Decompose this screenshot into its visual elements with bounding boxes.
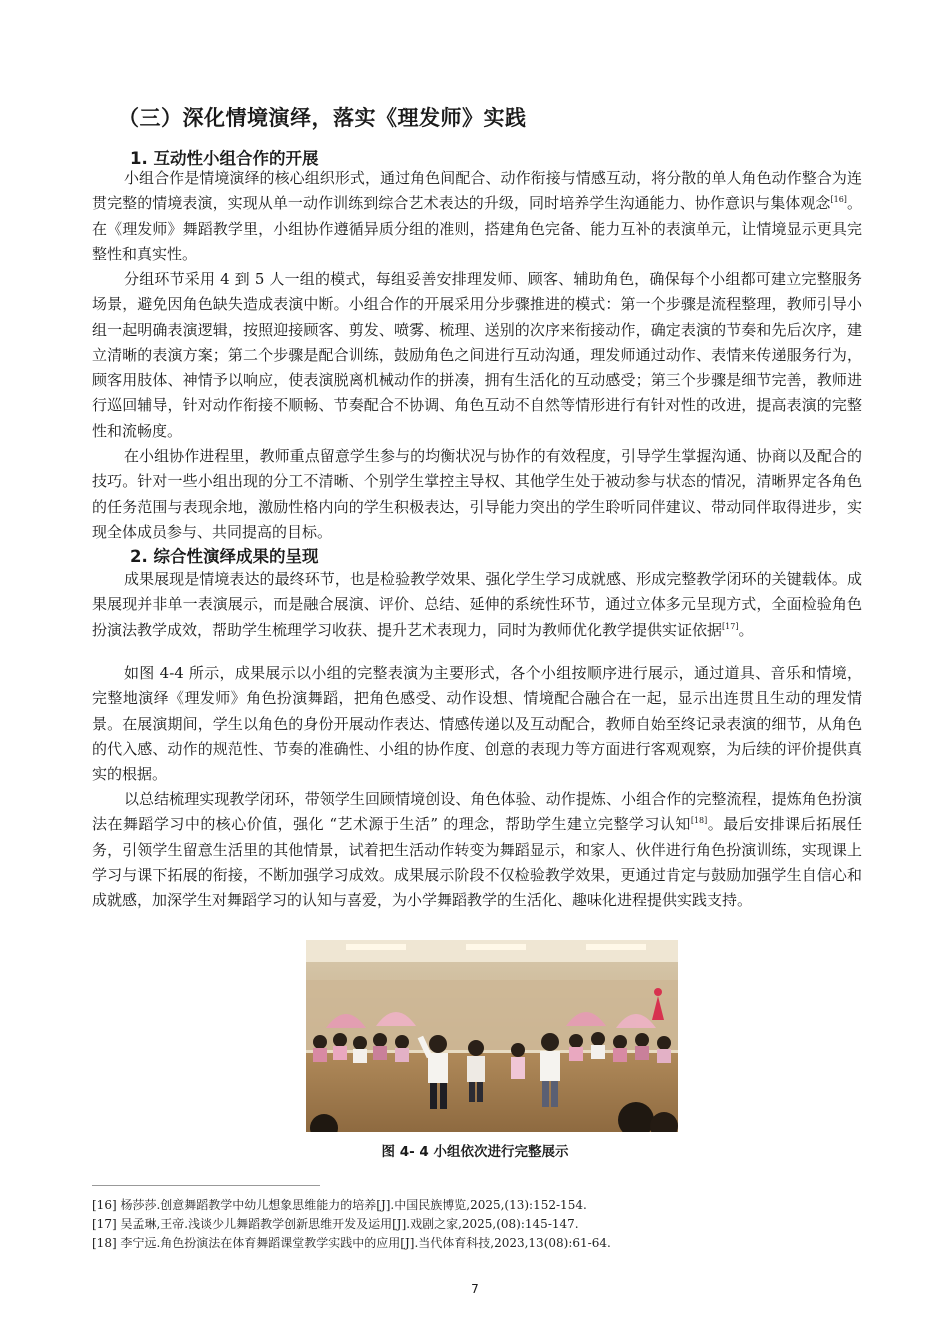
subsection-heading-2: 2. 综合性演绎成果的呈现: [130, 547, 319, 566]
paragraph-4: 成果展现是情境表达的最终环节，也是检验教学效果、强化学生学习成就感、形成完整教学闭环的关键载体。成果展现并非单一表演展示，而是融合展演、评价、总结、延伸的系统性环节，通过立体多元呈现方式，全面检验角色扮演法教学成效，帮助学生梳理学习收获、提升艺术表现力，同时为教师优化教学提供实证依据[17]。: [92, 570, 862, 639]
citation-18: [18]: [690, 816, 708, 826]
footnote-18: [18] 李宁远.角色扮演法在体育舞蹈课堂教学实践中的应用[J].当代体育科技,2023,13(08):61-64.: [92, 1236, 611, 1250]
footnote-16: [16] 杨莎莎.创意舞蹈教学中幼儿想象思维能力的培养[J].中国民族博览,2025,(13):152-154.: [92, 1198, 587, 1212]
subsection-heading-1: 1. 互动性小组合作的开展: [130, 149, 319, 168]
paragraph-6: 以总结梳理实现教学闭环，带领学生回顾情境创设、角色体验、动作提炼、小组合作的完整流程，提炼角色扮演法在舞蹈学习中的核心价值，强化 “艺术源于生活” 的理念，帮助学生建立完整学习认知[18]。最后安排课后拓展任务，引领学生留意生活里的其他情景，试着把生活动作转变为舞蹈显示，和家人、伙伴进行角色扮演训练，实现课上学习与课下拓展的衔接，不断加强学习成效。成果展示阶段不仅检验教学效果，更通过肯定与鼓励加强学生自信心和成就感，加深学生对舞蹈学习的认知与喜爱，为小学舞蹈教学的生活化、趣味化进程提供实践支持。: [92, 790, 862, 910]
figure-photo-dance-performance: [306, 940, 678, 1132]
citation-16: [16]: [830, 195, 847, 205]
section-heading: （三）深化情境演绎，落实《理发师》实践: [118, 106, 527, 130]
photo-illustration: [306, 940, 678, 1132]
footnote-divider: [92, 1185, 320, 1186]
paragraph-2: 分组环节采用 4 到 5 人一组的模式，每组妥善安排理发师、顾客、辅助角色，确保每个小组都可建立完整服务场景，避免因角色缺失造成表演中断。小组合作的开展采用分步骤推进的模式：第一个步骤是流程整理，教师引导小组一起明确表演逻辑，按照迎接顾客、剪发、喷雾、梳理、送别的次序来衔接动作，确定表演的节奏和先后次序，建立清晰的表演方案；第二个步骤是配合训练，鼓励角色之间进行互动沟通，理发师通过动作、表情来传递服务行为，顾客用肢体、神情予以响应，使表演脱离机械动作的拼凑，拥有生活化的互动感受；第三个步骤是细节完善，教师进行巡回辅导，针对动作衔接不顺畅、节奏配合不协调、角色互动不自然等情形进行有针对性的改进，提高表演的完整性和流畅度。: [92, 270, 862, 440]
figure-caption: 图 4- 4 小组依次进行完整展示: [381, 1144, 569, 1160]
paragraph-3: 在小组协作进程里，教师重点留意学生参与的均衡状况与协作的有效程度，引导学生掌握沟通、协商以及配合的技巧。针对一些小组出现的分工不清晰、个别学生掌控主导权、其他学生处于被动参与状态的情况，清晰界定各角色的任务范围与表现余地，激励性格内向的学生积极表达，引导能力突出的学生聆听同伴建议、带动同伴取得进步，实现全体成员参与、共同提高的目标。: [92, 447, 862, 541]
citation-17: [17]: [722, 621, 739, 631]
paragraph-5: 如图 4-4 所示，成果展示以小组的完整表演为主要形式，各个小组按顺序进行展示，通过道具、音乐和情境，完整地演绎《理发师》角色扮演舞蹈，把角色感受、动作设想、情境配合融合在一起，显示出连贯且生动的理发情景。在展演期间，学生以角色的身份开展动作表达、情感传递以及互动配合，教师自始至终记录表演的细节，从角色的代入感、动作的规范性、节奏的准确性、小组的协作度、创意的表现力等方面进行客观观察，为后续的评价提供真实的根据。: [92, 664, 862, 784]
page-number: 7: [471, 1282, 479, 1296]
paragraph-1: 小组合作是情境演绎的核心组织形式，通过角色间配合、动作衔接与情感互动，将分散的单人角色动作整合为连贯完整的情境表演，实现从单一动作训练到综合艺术表达的升级，同时培养学生沟通能力、协作意识与集体观念[16]。在《理发师》舞蹈教学里，小组协作遵循异质分组的准则，搭建角色完备、能力互补的表演单元，让情境显示更具完整性和真实性。: [92, 169, 862, 263]
footnote-17: [17] 吴孟琳,王帝.浅谈少儿舞蹈教学创新思维开发及运用[J].戏剧之家,2025,(08):145-147.: [92, 1217, 579, 1231]
ceiling-lights: [306, 940, 678, 962]
